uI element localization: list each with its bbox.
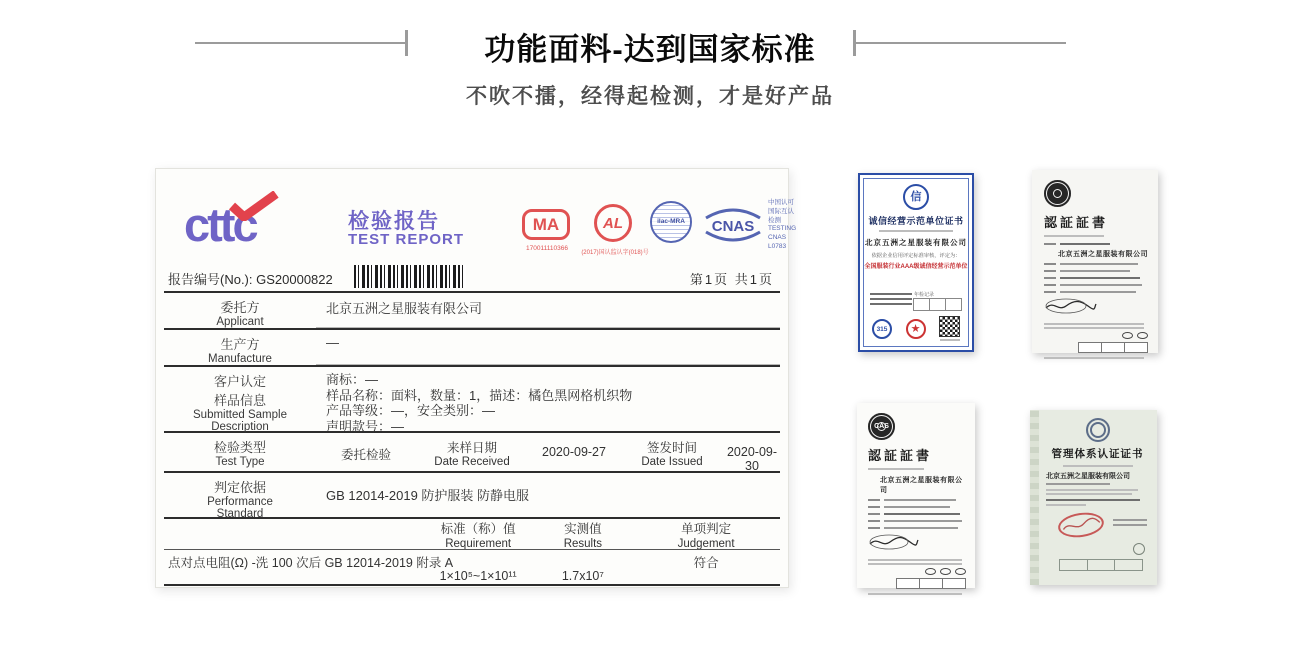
result-row bbox=[164, 549, 780, 586]
integrity-cert-note: 依据企业信用评定标准审核，评定为： bbox=[871, 253, 961, 259]
manufacture-label-cn: 生产方 bbox=[220, 337, 260, 352]
footer-table bbox=[868, 578, 966, 589]
cttc-check-icon bbox=[228, 191, 280, 221]
sample-label-cn1: 客户认定 bbox=[213, 374, 266, 389]
barcode bbox=[354, 265, 466, 288]
test-type-row bbox=[164, 431, 780, 471]
fine-print-line bbox=[1046, 483, 1110, 485]
fine-print-line bbox=[868, 563, 962, 565]
signature-icon bbox=[868, 534, 920, 550]
footer-table bbox=[1044, 342, 1148, 353]
report-title-cn: 检验报告 bbox=[348, 210, 440, 233]
report-number-row bbox=[168, 265, 776, 289]
sample-label-en1: Submitted Sample bbox=[193, 409, 287, 421]
standard-label-en2: Standard bbox=[216, 508, 264, 520]
cas-seal-icon: CAS bbox=[868, 413, 895, 440]
cas-cert-company: 北京五洲之星服装有限公司 bbox=[880, 477, 963, 494]
fine-print-line bbox=[1060, 277, 1140, 279]
small-seal-icon bbox=[1133, 543, 1145, 555]
fine-print-line bbox=[1046, 493, 1132, 495]
report-title-en: TEST REPORT bbox=[348, 231, 465, 248]
cma-stamp-number: 170011110366 bbox=[526, 245, 568, 252]
al-stamp-icon: AL bbox=[594, 204, 632, 242]
sample-trademark: 商标：— bbox=[326, 372, 379, 387]
date-issued-label-cn: 签发时间 bbox=[646, 441, 697, 455]
certificate-management-system bbox=[1030, 410, 1157, 585]
page-count: 第1页 共1页 bbox=[689, 272, 774, 287]
ilac-mra-stamp-icon bbox=[650, 201, 692, 243]
report-number: 报告编号(No.): GS20000822 bbox=[168, 272, 333, 287]
fine-print-line bbox=[1044, 327, 1144, 329]
cnas-label: CNAS bbox=[711, 218, 755, 235]
fine-print-line bbox=[1046, 504, 1086, 506]
date-issued-value: 2020-09-30 bbox=[726, 445, 778, 473]
standard-row bbox=[164, 471, 780, 520]
fine-print-line bbox=[1046, 499, 1140, 501]
signature-icon bbox=[1044, 298, 1098, 314]
fine-print-line bbox=[1113, 519, 1147, 521]
fine-print-line bbox=[884, 513, 960, 515]
fine-print-line bbox=[940, 339, 960, 341]
logo-mark-icon bbox=[1122, 332, 1133, 339]
applicant-label-en: Applicant bbox=[216, 316, 264, 328]
fine-print-line bbox=[879, 230, 953, 232]
ms-cert-title: 管理体系认证证书 bbox=[1051, 448, 1144, 460]
cas-cert-title: 認証証書 bbox=[868, 448, 933, 463]
result-value: 1.7x10⁷ bbox=[561, 569, 604, 583]
ilac-mra-label: ilac-MRA bbox=[652, 218, 690, 225]
sample-label-en2: Description bbox=[211, 421, 269, 433]
blue-seal-icon: 315 bbox=[872, 319, 892, 339]
standard-label-cn: 判定依据 bbox=[213, 480, 266, 495]
report-table bbox=[164, 291, 780, 586]
logo-mark-icon bbox=[955, 568, 966, 575]
standard-label-en1: Performance bbox=[207, 496, 273, 508]
fine-print-line bbox=[1060, 284, 1142, 286]
logo-mark-icon bbox=[940, 568, 951, 575]
manufacture-value: — bbox=[316, 330, 780, 365]
bw1-cert-title: 認証証書 bbox=[1044, 215, 1109, 230]
manufacture-label-en: Manufacture bbox=[208, 353, 272, 365]
date-received-label-en: Date Received bbox=[434, 456, 510, 468]
integrity-cert-award: 全国服装行业AAA级诚信经营示范单位 bbox=[864, 264, 968, 270]
date-received-label-cn: 来样日期 bbox=[446, 441, 497, 455]
test-type-label-en: Test Type bbox=[215, 456, 265, 468]
fine-print-line bbox=[884, 520, 962, 522]
judgement-col-en: Judgement bbox=[677, 538, 735, 550]
result-item: 点对点电阻(Ω) -洗 100 次后 GB 12014-2019 附录 A bbox=[168, 556, 454, 570]
cttc-logo: cttc bbox=[184, 198, 256, 251]
fine-print-line bbox=[884, 499, 956, 501]
judgement-col-cn: 单项判定 bbox=[681, 522, 732, 536]
fine-print-line bbox=[1044, 357, 1144, 359]
fine-print-line bbox=[884, 527, 958, 529]
fine-print-line bbox=[868, 593, 962, 595]
integrity-cert-company: 北京五洲之星服装有限公司 bbox=[865, 238, 967, 247]
results-col-cn: 实测值 bbox=[564, 522, 602, 536]
sample-row bbox=[164, 365, 780, 434]
bw1-cert-company: 北京五洲之星服装有限公司 bbox=[1058, 251, 1148, 258]
cma-stamp-icon: MA bbox=[522, 209, 570, 240]
page-subtitle: 不吹不擂，经得起检测，才是好产品 bbox=[466, 85, 834, 108]
fine-print-line bbox=[1113, 524, 1147, 526]
annual-check-table bbox=[914, 298, 962, 311]
round-seal-icon bbox=[1044, 180, 1071, 207]
fine-print-line bbox=[1044, 235, 1104, 237]
annual-check-label: 年检记录 bbox=[914, 292, 935, 298]
integrity-emblem-icon: 信 bbox=[903, 184, 929, 210]
fine-print-line bbox=[870, 298, 912, 300]
page-title: 功能面料-达到国家标准 bbox=[484, 32, 816, 67]
certificate-bw-1 bbox=[1032, 170, 1158, 353]
al-stamp-number: (2017)国认监认字(018)号 bbox=[581, 250, 649, 256]
accreditation-logos bbox=[868, 568, 966, 575]
red-star-seal-icon: ★ bbox=[906, 319, 926, 339]
test-type-label-cn: 检验类型 bbox=[213, 440, 266, 455]
fine-print-line bbox=[1060, 243, 1110, 245]
applicant-row bbox=[164, 291, 780, 328]
result-requirement: 1×10⁵~1×10¹¹ bbox=[439, 569, 517, 583]
requirement-col-en: Requirement bbox=[445, 538, 512, 550]
sample-description: 样品名称：面料，数量：1，描述：橘色黑网格机织物 bbox=[326, 387, 633, 403]
watermark-band bbox=[1030, 410, 1039, 585]
fine-print-line bbox=[884, 506, 950, 508]
sample-label-cn2: 样品信息 bbox=[213, 393, 266, 408]
fine-print-line bbox=[1060, 291, 1136, 293]
standard-value: GB 12014-2019 防护服装 防静电服 bbox=[326, 488, 530, 503]
logo-mark-icon bbox=[925, 568, 936, 575]
accreditation-logos bbox=[1044, 332, 1148, 339]
applicant-label-cn: 委托方 bbox=[220, 300, 260, 315]
fine-print-line bbox=[870, 293, 912, 295]
ms-cert-company: 北京五洲之星服装有限公司 bbox=[1046, 473, 1130, 480]
applicant-value: 北京五洲之星服装有限公司 bbox=[316, 293, 780, 328]
fine-print-line bbox=[1046, 489, 1138, 491]
fine-print-line bbox=[868, 559, 962, 561]
date-issued-label-en: Date Issued bbox=[641, 456, 703, 468]
fine-print-line bbox=[1060, 270, 1130, 272]
ms-emblem-icon bbox=[1086, 418, 1110, 442]
fine-print-line bbox=[870, 303, 912, 305]
red-oval-stamp-icon bbox=[1057, 510, 1106, 540]
result-judgement: 符合 bbox=[693, 556, 719, 570]
qr-code bbox=[939, 316, 960, 337]
test-type-value: 委托检验 bbox=[340, 448, 391, 462]
fine-print-line bbox=[1044, 323, 1144, 325]
sample-style-no: 声明款号：— bbox=[326, 418, 405, 434]
sample-grade: 产品等级：—，安全类别：— bbox=[326, 403, 496, 418]
cnas-logo-icon bbox=[702, 207, 764, 243]
logo-mark-icon bbox=[1137, 332, 1148, 339]
test-report-document bbox=[155, 168, 797, 588]
certificate-integrity bbox=[858, 173, 974, 352]
footer-table bbox=[1060, 559, 1143, 571]
results-col-en: Results bbox=[563, 538, 603, 550]
certificate-cas bbox=[857, 403, 975, 588]
integrity-cert-title: 诚信经营示范单位证书 bbox=[868, 216, 964, 226]
manufacture-row bbox=[164, 328, 780, 365]
date-received-value: 2020-09-27 bbox=[542, 445, 606, 459]
fine-print-line bbox=[1063, 465, 1133, 467]
results-header-row bbox=[164, 517, 780, 549]
fine-print-line bbox=[868, 468, 924, 470]
fine-print-line bbox=[1060, 263, 1138, 265]
cnas-accreditation-text: 中国认可 国际互认 检测 TESTING CNAS L0783 bbox=[768, 199, 797, 250]
requirement-col-cn: 标准（称）值 bbox=[440, 522, 516, 536]
